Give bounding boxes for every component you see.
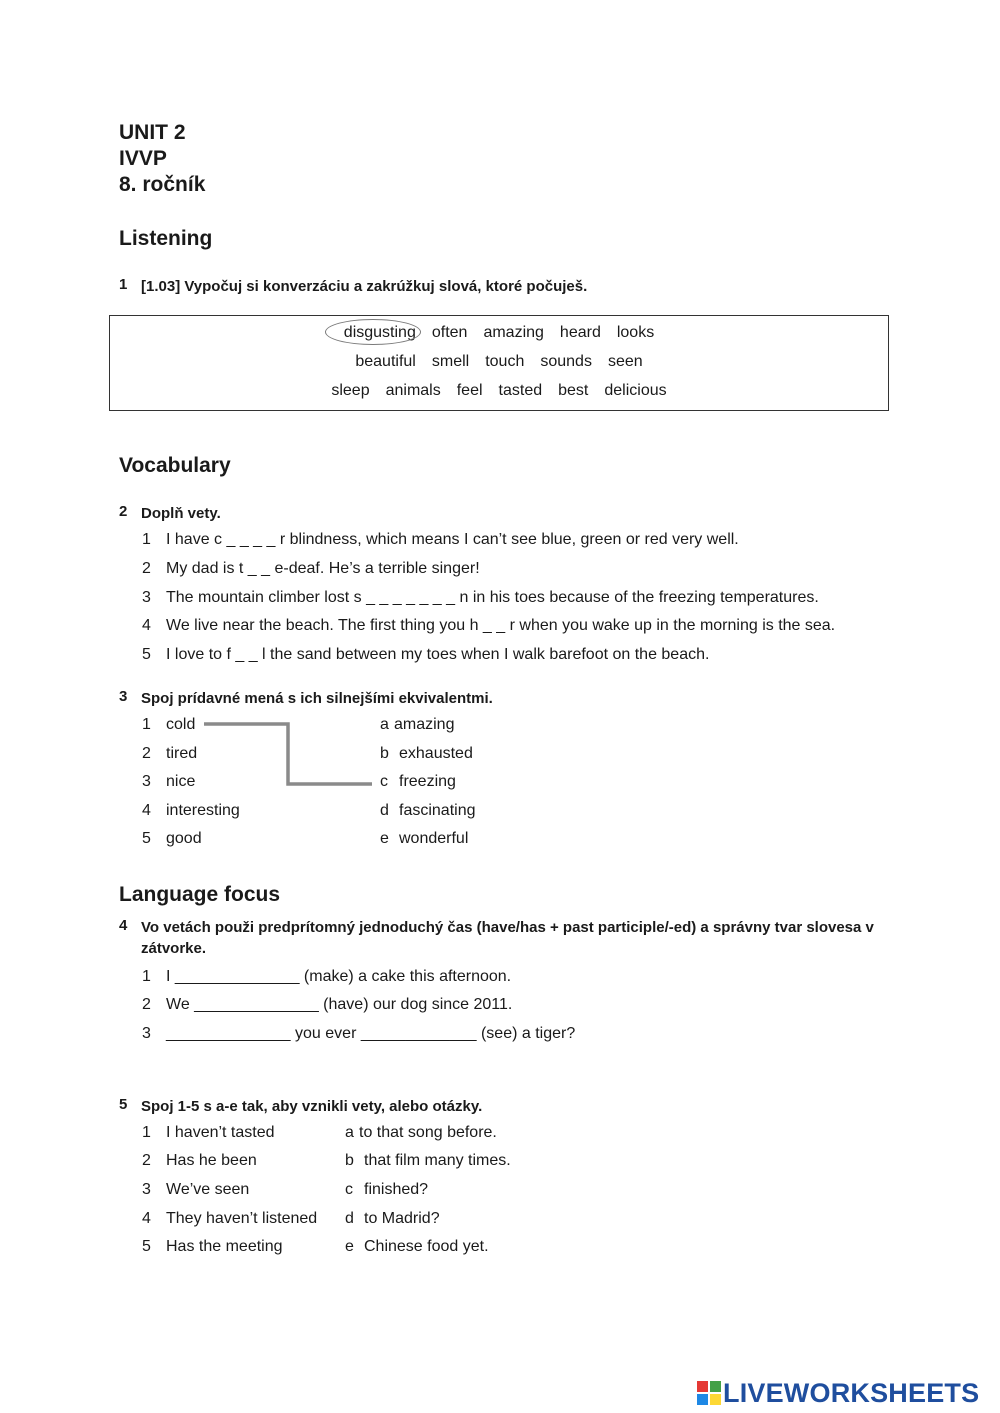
item-text: Chinese food yet. [364, 1238, 489, 1255]
item-number: 4 [142, 617, 151, 634]
item-letter: c [380, 773, 388, 790]
item-text: cold [166, 716, 196, 733]
item-number: 5 [142, 1238, 151, 1255]
item-letter: d [380, 802, 389, 819]
word-option[interactable]: beautiful [355, 353, 416, 370]
item-text: I ______________ (make) a cake this afternoon. [166, 968, 512, 985]
item-letter: b [345, 1152, 354, 1169]
item-text: interesting [166, 802, 240, 819]
item-text: tired [166, 745, 198, 762]
item-text: freezing [399, 773, 456, 790]
word-row-3 [110, 382, 888, 400]
word-option[interactable]: feel [456, 382, 483, 399]
item-number: 3 [142, 589, 151, 606]
word-row-1 [110, 324, 888, 342]
vocabulary-heading: Vocabulary [119, 454, 231, 477]
item-text: I haven’t tasted [166, 1124, 275, 1141]
item-letter: e [345, 1238, 354, 1255]
item-text: that film many times. [364, 1152, 511, 1169]
word-option[interactable]: seen [607, 353, 643, 370]
item-letter: a [345, 1124, 354, 1141]
item-text: to that song before. [359, 1124, 497, 1141]
task-number: 4 [119, 917, 128, 934]
item-text: Has the meeting [166, 1238, 283, 1255]
item-text: My dad is t _ _ e-deaf. He’s a terrible singer! [166, 560, 480, 577]
logo-text: LIVEWORKSHEETS [723, 1377, 980, 1408]
item-text: finished? [364, 1181, 429, 1198]
item-text: fascinating [399, 802, 476, 819]
item-letter: c [345, 1181, 353, 1198]
item-text: The mountain climber lost s _ _ _ _ _ _ _ n in his toes because of the freezing temperatures. [166, 589, 819, 606]
item-text: exhausted [399, 745, 473, 762]
language-focus-heading: Language focus [119, 883, 281, 906]
grade-title: 8. ročník [119, 173, 206, 196]
task-number: 5 [119, 1096, 128, 1113]
word-option[interactable]: sleep [331, 382, 370, 399]
item-number: 2 [142, 560, 151, 577]
word-option[interactable]: heard [559, 324, 601, 341]
item-text: We’ve seen [166, 1181, 250, 1198]
word-option[interactable]: disgusting [343, 324, 416, 341]
task-text: [1.03] Vypočuj si konverzáciu a zakrúžkuj slová, ktoré počuješ. [141, 278, 588, 295]
item-text: to Madrid? [364, 1210, 440, 1227]
item-text: We live near the beach. The first thing you h _ _ r when you wake up in the morning is the sea. [166, 617, 836, 634]
item-number: 3 [142, 1181, 151, 1198]
item-text: I love to f _ _ l the sand between my toes when I walk barefoot on the beach. [166, 646, 710, 663]
item-number: 5 [142, 646, 151, 663]
word-box [109, 315, 889, 411]
item-number: 2 [142, 745, 151, 762]
item-number: 1 [142, 1124, 151, 1141]
item-text: wonderful [399, 830, 469, 847]
course-title: IVVP [119, 147, 167, 170]
word-option[interactable]: best [558, 382, 589, 399]
example-match-line [200, 718, 380, 790]
word-option[interactable]: animals [385, 382, 441, 399]
liveworksheets-logo[interactable] [697, 1378, 979, 1408]
item-letter: b [380, 745, 389, 762]
item-number: 1 [142, 531, 151, 548]
item-letter: d [345, 1210, 354, 1227]
word-option[interactable]: often [431, 324, 468, 341]
unit-title: UNIT 2 [119, 121, 186, 144]
word-option[interactable]: amazing [483, 324, 544, 341]
item-text: Has he been [166, 1152, 257, 1169]
item-number: 4 [142, 802, 151, 819]
listening-heading: Listening [119, 227, 213, 250]
item-text: nice [166, 773, 196, 790]
item-number: 4 [142, 1210, 151, 1227]
item-number: 2 [142, 996, 151, 1013]
word-option[interactable]: touch [485, 353, 525, 370]
task-text: Spoj 1-5 s a-e tak, aby vznikli vety, alebo otázky. [141, 1098, 483, 1115]
item-number: 1 [142, 716, 151, 733]
logo-squares-icon [697, 1381, 721, 1405]
task-text: Spoj prídavné mená s ich silnejšími ekvivalentmi. [141, 690, 493, 707]
task-text: Doplň vety. [141, 505, 221, 522]
item-number: 3 [142, 773, 151, 790]
item-text: ______________ you ever _____________ (see) a tiger? [166, 1025, 576, 1042]
word-option[interactable]: smell [431, 353, 470, 370]
item-text: We ______________ (have) our dog since 2011. [166, 996, 513, 1013]
task-number: 3 [119, 688, 128, 705]
example-circle-mark [325, 319, 421, 345]
task-number: 1 [119, 276, 128, 293]
item-text: They haven’t listened [166, 1210, 318, 1227]
item-number: 3 [142, 1025, 151, 1042]
word-option[interactable]: delicious [604, 382, 667, 399]
item-text: amazing [394, 716, 455, 733]
word-option[interactable]: tasted [498, 382, 543, 399]
item-letter: a [380, 716, 389, 733]
task-number: 2 [119, 503, 128, 520]
item-number: 1 [142, 968, 151, 985]
word-option[interactable]: looks [616, 324, 655, 341]
item-text: good [166, 830, 202, 847]
word-option[interactable]: sounds [540, 353, 592, 370]
item-letter: e [380, 830, 389, 847]
item-text: I have c _ _ _ _ r blindness, which means I can’t see blue, green or red very well. [166, 531, 739, 548]
word-row-2 [110, 353, 888, 371]
task-text: Vo vetách použi predprítomný jednoduchý čas (have/has + past participle/-ed) a správny tvar slovesa v zátvorke. [141, 919, 874, 957]
item-number: 5 [142, 830, 151, 847]
item-number: 2 [142, 1152, 151, 1169]
